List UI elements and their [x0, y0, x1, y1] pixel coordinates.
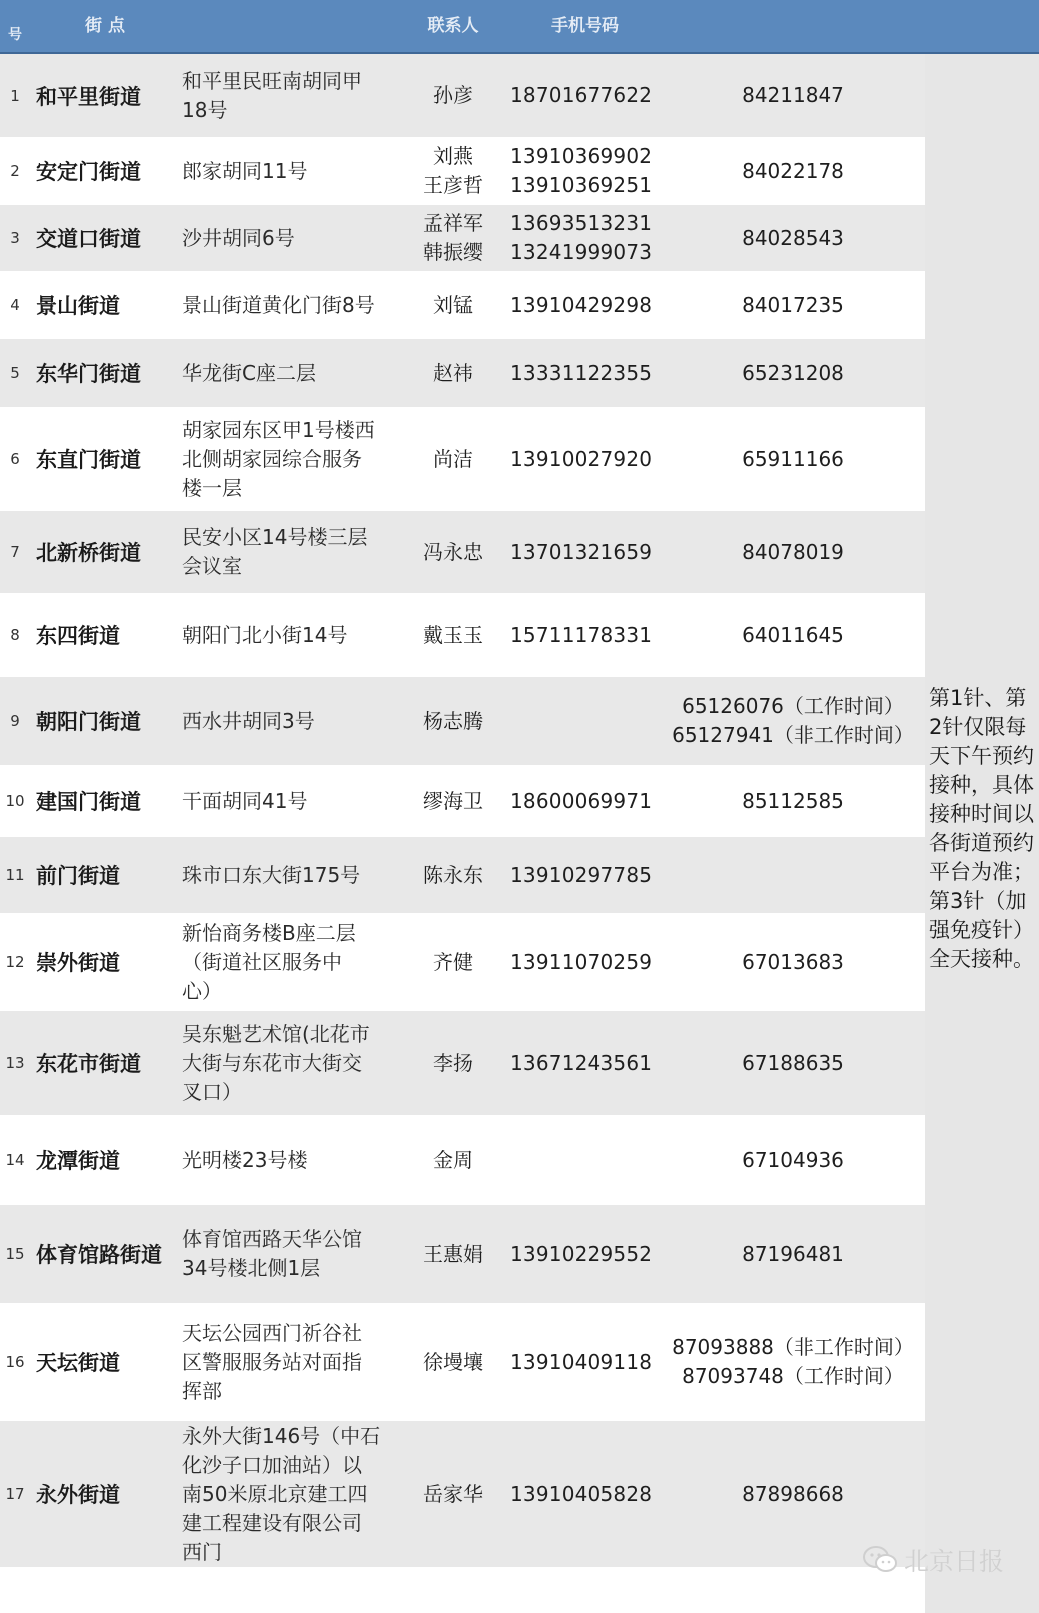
- street-name: 崇外街道: [36, 951, 120, 975]
- address: [182, 407, 392, 511]
- mobile-number: [510, 1011, 660, 1115]
- address-line: （街道社区服务中: [182, 949, 342, 974]
- address: [182, 339, 392, 407]
- telephone-number-line: 65911166: [742, 446, 844, 471]
- contact-person: [400, 137, 506, 205]
- address-line: 新怡商务楼B座二层: [182, 920, 356, 945]
- address: [182, 677, 392, 765]
- address: [182, 913, 392, 1011]
- address: [182, 593, 392, 677]
- telephone-number: [662, 205, 924, 271]
- address-line: 34号楼北侧1层: [182, 1256, 321, 1280]
- telephone-number-line: 65126076（工作时间）: [682, 694, 904, 718]
- mobile-number: [510, 54, 660, 137]
- address-line: 北侧胡家园综合服务: [182, 446, 362, 471]
- street-name: 朝阳门街道: [36, 710, 141, 734]
- row-number: 4: [10, 296, 20, 314]
- address-line: 景山街道黄化门街8号: [182, 292, 375, 317]
- contact-person-line: 王惠娟: [423, 1241, 483, 1266]
- address: [182, 205, 392, 271]
- watermark: [862, 1540, 1004, 1580]
- row-number: 16: [5, 1353, 25, 1371]
- contact-person-line: 徐墁壤: [423, 1349, 483, 1374]
- row-number: 7: [10, 543, 20, 561]
- row-number: 6: [10, 450, 20, 468]
- telephone-number-line: 84017235: [742, 292, 844, 317]
- address-line: 和平里民旺南胡同甲: [182, 68, 362, 93]
- mobile-number-line: 13241999073: [510, 240, 653, 264]
- mobile-number: [510, 837, 660, 913]
- telephone-number: [662, 1205, 924, 1303]
- address: [182, 837, 392, 913]
- header-street: 街 点: [85, 16, 125, 36]
- address-line: 朝阳门北小街14号: [182, 622, 348, 647]
- contact-person-line: 冯永忠: [423, 539, 483, 564]
- row-number: 10: [5, 792, 25, 810]
- address-line: 会议室: [182, 554, 242, 578]
- address-line: 楼一层: [182, 475, 242, 500]
- address: [182, 1205, 392, 1303]
- address-line: 干面胡同41号: [182, 788, 308, 813]
- telephone-number-line: 87196481: [742, 1241, 844, 1266]
- mobile-number: [510, 1205, 660, 1303]
- note-line: 接种时间以: [929, 802, 1034, 826]
- mobile-number-line: 13910297785: [510, 862, 653, 887]
- wechat-icon: [862, 1544, 898, 1576]
- note-line: 2针仅限每: [929, 715, 1027, 739]
- note-line: 平台为准；: [929, 860, 1034, 884]
- vaccination-note: [929, 684, 1039, 974]
- telephone-number: [662, 407, 924, 511]
- contact-person: [400, 205, 506, 271]
- address: [182, 765, 392, 837]
- table-row: [0, 511, 925, 593]
- address: [182, 1421, 392, 1567]
- row-number: 1: [10, 86, 20, 105]
- telephone-number: [662, 765, 924, 837]
- address: [182, 1011, 392, 1115]
- contact-person-line: 王彦哲: [423, 173, 483, 197]
- address-line: 华龙街C座二层: [182, 360, 316, 385]
- mobile-number: [510, 271, 660, 339]
- address-line: 心）: [182, 978, 222, 1003]
- contact-person-line: 韩振缨: [423, 240, 483, 264]
- telephone-number-line: 87898668: [742, 1481, 844, 1506]
- mobile-number: [510, 511, 660, 593]
- address-line: 西水井胡同3号: [182, 708, 315, 733]
- mobile-number-line: 13910229552: [510, 1241, 653, 1266]
- street-name: 永外街道: [36, 1483, 120, 1507]
- address-line: 挥部: [182, 1378, 222, 1403]
- row-number: 3: [10, 229, 20, 247]
- street-name: 东花市街道: [36, 1052, 141, 1076]
- row-number: 5: [10, 364, 20, 382]
- telephone-number-line: 84028543: [742, 225, 844, 250]
- table-row: [0, 1115, 925, 1205]
- telephone-number-line: 67013683: [742, 949, 844, 974]
- contact-person-line: 赵祎: [433, 360, 473, 385]
- mobile-number: [510, 339, 660, 407]
- mobile-number-line: 13671243561: [510, 1050, 653, 1075]
- contact-person: [400, 339, 506, 407]
- mobile-number: [510, 205, 660, 271]
- contact-person-line: 刘锰: [433, 292, 473, 317]
- mobile-number-line: 13910027920: [510, 446, 653, 471]
- address: [182, 271, 392, 339]
- address-line: 体育馆西路天华公馆: [182, 1227, 362, 1251]
- table-row: [0, 837, 925, 913]
- table-row: [0, 1421, 925, 1567]
- table-row: [0, 339, 925, 407]
- table-row: [0, 1011, 925, 1115]
- table-row: [0, 1303, 925, 1421]
- header-no: 号: [8, 27, 22, 43]
- address-line: 沙井胡同6号: [182, 225, 295, 250]
- mobile-number-line: 13911070259: [510, 949, 653, 974]
- mobile-number-line: 18600069971: [510, 788, 653, 813]
- address-line: 珠市口东大街175号: [182, 862, 361, 887]
- mobile-number: [510, 765, 660, 837]
- telephone-number: [662, 1011, 924, 1115]
- note-line: 接种，具体: [929, 773, 1034, 797]
- contact-person-line: 金周: [433, 1147, 473, 1172]
- contact-person-line: 杨志腾: [423, 708, 483, 733]
- address-line: 大街与东花市大街交: [182, 1050, 362, 1075]
- mobile-number-line: 13693513231: [510, 211, 653, 235]
- contact-person: [400, 1115, 506, 1205]
- table-row: [0, 1205, 925, 1303]
- mobile-number-line: 13910405828: [510, 1481, 653, 1506]
- contact-person: [400, 54, 506, 137]
- table-row: [0, 205, 925, 271]
- street-name: 东华门街道: [36, 362, 141, 386]
- telephone-number: [662, 339, 924, 407]
- telephone-number: [662, 54, 924, 137]
- telephone-number: [662, 511, 924, 593]
- contact-person: [400, 1205, 506, 1303]
- telephone-number-line: 67104936: [742, 1147, 844, 1172]
- contact-person: [400, 677, 506, 765]
- address-line: 吴东魁艺术馆(北花市: [182, 1021, 370, 1046]
- street-name: 龙潭街道: [36, 1149, 120, 1173]
- contact-person-line: 李扬: [433, 1050, 473, 1075]
- table-row: [0, 913, 925, 1011]
- telephone-number-line: 87093748（工作时间）: [682, 1364, 904, 1388]
- table-row: [0, 765, 925, 837]
- telephone-number-line: 84078019: [742, 539, 844, 564]
- mobile-number-line: 13910369251: [510, 173, 653, 197]
- mobile-number: [510, 407, 660, 511]
- contact-person: [400, 913, 506, 1011]
- mobile-number: [510, 1421, 660, 1567]
- telephone-number: [662, 837, 924, 913]
- mobile-number: [510, 913, 660, 1011]
- mobile-number-line: 13910429298: [510, 292, 653, 317]
- address-line: 西门: [182, 1539, 222, 1564]
- contact-person-line: 陈永东: [423, 862, 483, 887]
- address-line: 南50米原北京建工四: [182, 1481, 368, 1506]
- street-name: 前门街道: [36, 864, 120, 888]
- address: [182, 1303, 392, 1421]
- header-mobile: 手机号码: [551, 16, 619, 36]
- contact-person-line: 尚洁: [433, 446, 473, 471]
- contact-person: [400, 765, 506, 837]
- street-name: 景山街道: [36, 294, 120, 318]
- contact-person-line: 缪海卫: [423, 788, 483, 813]
- table-row: [0, 407, 925, 511]
- street-name: 体育馆路街道: [36, 1243, 162, 1267]
- table-row: [0, 137, 925, 205]
- telephone-number: [662, 1303, 924, 1421]
- note-line: 天下午预约: [929, 744, 1034, 768]
- address-line: 18号: [182, 97, 228, 122]
- telephone-number: [662, 593, 924, 677]
- mobile-number: [510, 593, 660, 677]
- contact-person-line: 戴玉玉: [423, 622, 483, 647]
- header-contact: 联系人: [427, 16, 479, 36]
- address: [182, 1115, 392, 1205]
- telephone-number-line: 84022178: [742, 158, 844, 183]
- telephone-number: [662, 1115, 924, 1205]
- mobile-number: [510, 137, 660, 205]
- row-number: 15: [5, 1245, 25, 1263]
- note-line: 第3针（加: [929, 889, 1027, 913]
- note-line: 第1针、第: [929, 686, 1027, 710]
- address-line: 区警服服务站对面指: [182, 1349, 362, 1374]
- table-row: [0, 593, 925, 677]
- address-line: 永外大街146号（中石: [182, 1423, 381, 1448]
- contact-person-line: 岳家华: [423, 1481, 483, 1506]
- row-number: 2: [10, 162, 20, 180]
- contact-person: [400, 593, 506, 677]
- street-name: 东直门街道: [36, 448, 141, 472]
- row-number: 17: [5, 1485, 25, 1503]
- street-name: 交道口街道: [36, 227, 141, 251]
- contact-person: [400, 271, 506, 339]
- contact-person-line: 孟祥军: [423, 211, 483, 235]
- street-name: 北新桥街道: [36, 541, 141, 565]
- address-line: 叉口）: [182, 1079, 242, 1104]
- mobile-number-line: 15711178331: [510, 622, 653, 647]
- row-number: 14: [5, 1151, 25, 1169]
- table-header: [0, 0, 1039, 54]
- watermark-text: 北京日报: [904, 1547, 1005, 1576]
- address-line: 民安小区14号楼三层: [182, 525, 368, 549]
- street-name: 天坛街道: [36, 1351, 120, 1375]
- mobile-number-line: 13331122355: [510, 360, 653, 385]
- street-name: 安定门街道: [36, 160, 141, 184]
- address: [182, 137, 392, 205]
- telephone-number-line: 65127941（非工作时间）: [672, 723, 914, 747]
- contact-person-line: 孙彦: [433, 83, 473, 107]
- contact-person-line: 刘燕: [433, 144, 473, 168]
- telephone-number: [662, 271, 924, 339]
- telephone-number-line: 64011645: [742, 622, 844, 647]
- address: [182, 511, 392, 593]
- telephone-number-line: 87093888（非工作时间）: [672, 1335, 914, 1359]
- street-name: 和平里街道: [36, 84, 141, 109]
- mobile-number-line: 13910369902: [510, 144, 653, 168]
- telephone-number: [662, 913, 924, 1011]
- note-line: 各街道预约: [929, 831, 1034, 855]
- table-row: [0, 677, 925, 765]
- address-line: 胡家园东区甲1号楼西: [182, 417, 375, 442]
- note-line: 全天接种。: [929, 947, 1034, 971]
- telephone-number-line: 85112585: [742, 788, 844, 813]
- mobile-number: [510, 677, 660, 765]
- address-line: 天坛公园西门祈谷社: [182, 1320, 362, 1345]
- mobile-number: [510, 1303, 660, 1421]
- contact-person: [400, 511, 506, 593]
- address-line: 化沙子口加油站）以: [182, 1452, 362, 1477]
- row-number: 13: [5, 1054, 25, 1072]
- row-number: 8: [10, 626, 20, 644]
- address: [182, 54, 392, 137]
- mobile-number: [510, 1115, 660, 1205]
- row-number: 9: [10, 712, 20, 730]
- contact-person: [400, 1011, 506, 1115]
- telephone-number: [662, 137, 924, 205]
- contact-person: [400, 1421, 506, 1567]
- telephone-number-line: 67188635: [742, 1050, 844, 1075]
- mobile-number-line: 18701677622: [510, 83, 653, 107]
- row-number: 11: [5, 866, 25, 884]
- mobile-number-line: 13910409118: [510, 1349, 653, 1374]
- address-line: 建工程建设有限公司: [182, 1510, 362, 1535]
- address-line: 光明楼23号楼: [182, 1147, 308, 1172]
- telephone-number-line: 65231208: [742, 360, 844, 385]
- note-line: 强免疫针）: [929, 918, 1034, 942]
- street-name: 东四街道: [36, 624, 120, 648]
- contact-person-line: 齐健: [433, 949, 473, 974]
- contact-person: [400, 1303, 506, 1421]
- table-row: [0, 54, 925, 137]
- mobile-number-line: 13701321659: [510, 539, 653, 564]
- telephone-number-line: 84211847: [742, 83, 844, 107]
- table-row: [0, 271, 925, 339]
- address-line: 郎家胡同11号: [182, 158, 308, 183]
- contact-person: [400, 407, 506, 511]
- row-number: 12: [5, 953, 25, 971]
- telephone-number: [662, 677, 924, 765]
- street-name: 建国门街道: [36, 790, 141, 814]
- contact-person: [400, 837, 506, 913]
